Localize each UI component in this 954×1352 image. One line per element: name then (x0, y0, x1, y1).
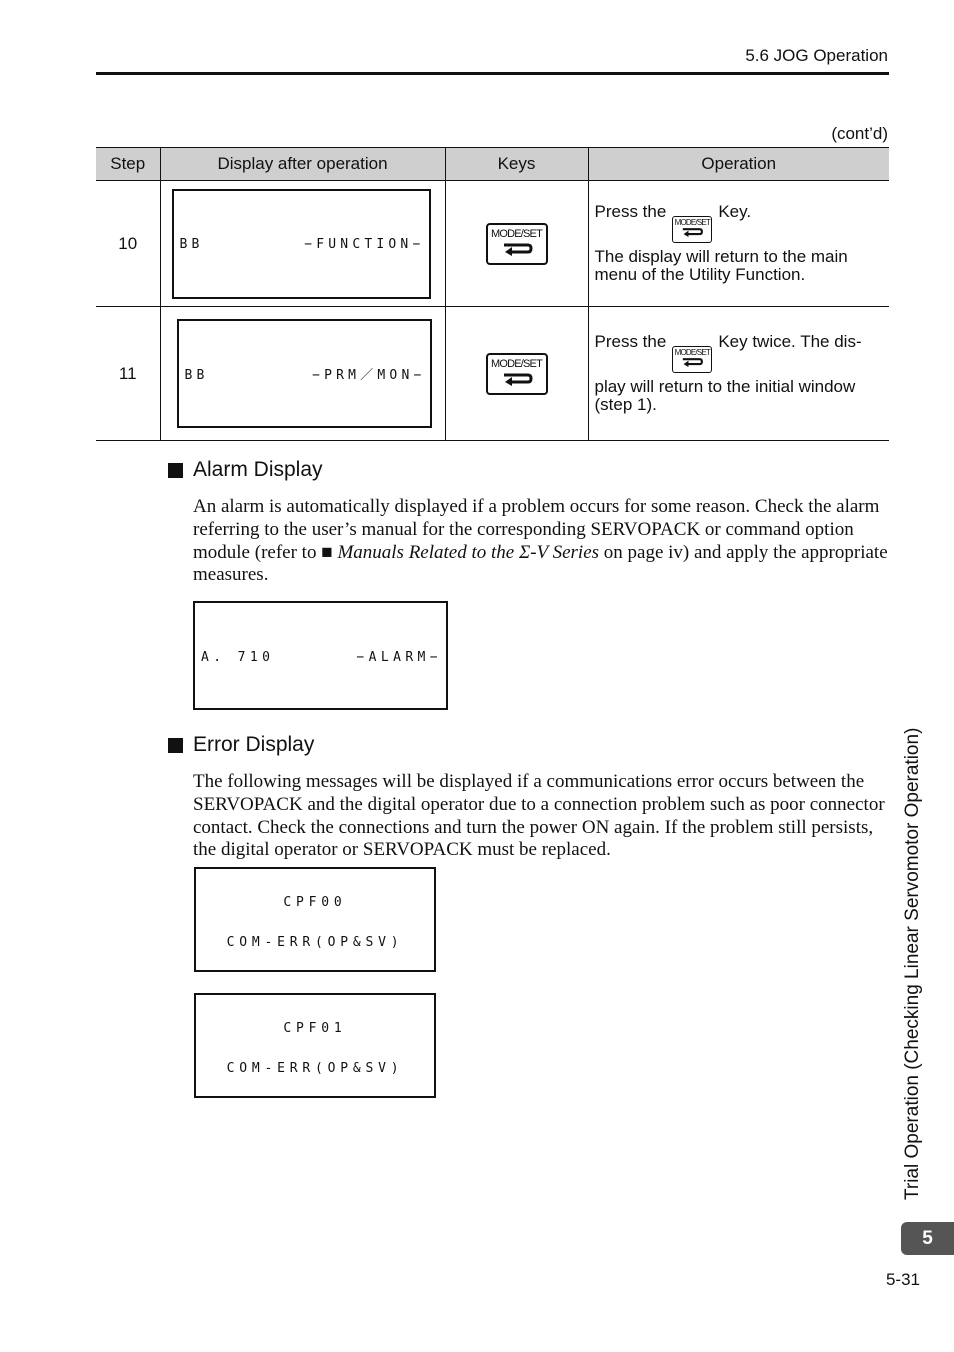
error-heading: Error Display (168, 733, 314, 757)
square-bullet-icon: ■ (321, 541, 333, 563)
keys-cell (445, 307, 588, 441)
mode-set-key-inline: MODE/SET (672, 346, 712, 373)
table-row (96, 181, 889, 307)
square-bullet-icon (168, 463, 183, 478)
col-operation: Operation (588, 148, 889, 181)
header-rule (96, 72, 889, 75)
error-display-cpf01: CPF01 COM-ERR(OP&SV) (194, 993, 436, 1098)
keys-cell (445, 181, 588, 307)
alarm-heading: Alarm Display (168, 458, 323, 482)
mode-set-key-inline: MODE/SET (672, 216, 712, 243)
return-arrow-icon (680, 357, 704, 367)
mode-set-key[interactable]: MODE/SET (486, 223, 548, 265)
col-display: Display after operation (160, 148, 445, 181)
step-number: 11 (96, 307, 160, 441)
operation-cell: Press the MODE/SET Key twice. The dis- play will return to the initial window (step 1). (588, 307, 889, 441)
page-number: 5-31 (885, 1270, 920, 1289)
square-bullet-icon (168, 738, 183, 753)
chapter-side-title: Trial Operation (Checking Linear Servomotor Operation) (902, 727, 923, 1200)
step-number: 10 (96, 181, 160, 307)
error-paragraph: The following messages will be displayed if a communications error occurs between the SERVOPACK and the digital operator due to a connection problem such as poor connector contact. Check the connections and turn the power ON again. If the problem still persists, the digital operator or SERVOPACK must be replaced. (193, 771, 885, 861)
alarm-lcd-display: A. 710 −ALARM− (193, 601, 448, 710)
alarm-paragraph: An alarm is automatically displayed if a problem occurs for some reason. Check the alarm referring to the user’s manual for the corresponding SERVOPACK or command option module (refer to ■ Manuals Related to the Σ-V Series on page iv) and apply the appropriate measures. (193, 496, 888, 586)
col-keys: Keys (445, 148, 588, 181)
operation-cell: Press the MODE/SET Key. The display will return to the main menu of the Utility Function. (588, 181, 889, 307)
manual-reference: Manuals Related to the Σ-V Series (337, 541, 600, 563)
table-row (96, 307, 889, 441)
lcd-display: BB −FUNCTION− (172, 189, 431, 299)
chapter-tab: 5 (901, 1222, 954, 1255)
mode-set-key[interactable]: MODE/SET (486, 353, 548, 395)
return-arrow-icon (500, 372, 534, 386)
display-cell (160, 181, 445, 307)
error-display-cpf00: CPF00 COM-ERR(OP&SV) (194, 867, 436, 972)
col-step: Step (96, 148, 160, 181)
steps-table (96, 147, 889, 441)
return-arrow-icon (680, 227, 704, 237)
contd-label: (cont’d) (831, 124, 888, 143)
display-cell (160, 307, 445, 441)
return-arrow-icon (500, 242, 534, 256)
section-header: 5.6 JOG Operation (745, 46, 888, 65)
lcd-display: BB −PRM／MON− (177, 319, 432, 428)
